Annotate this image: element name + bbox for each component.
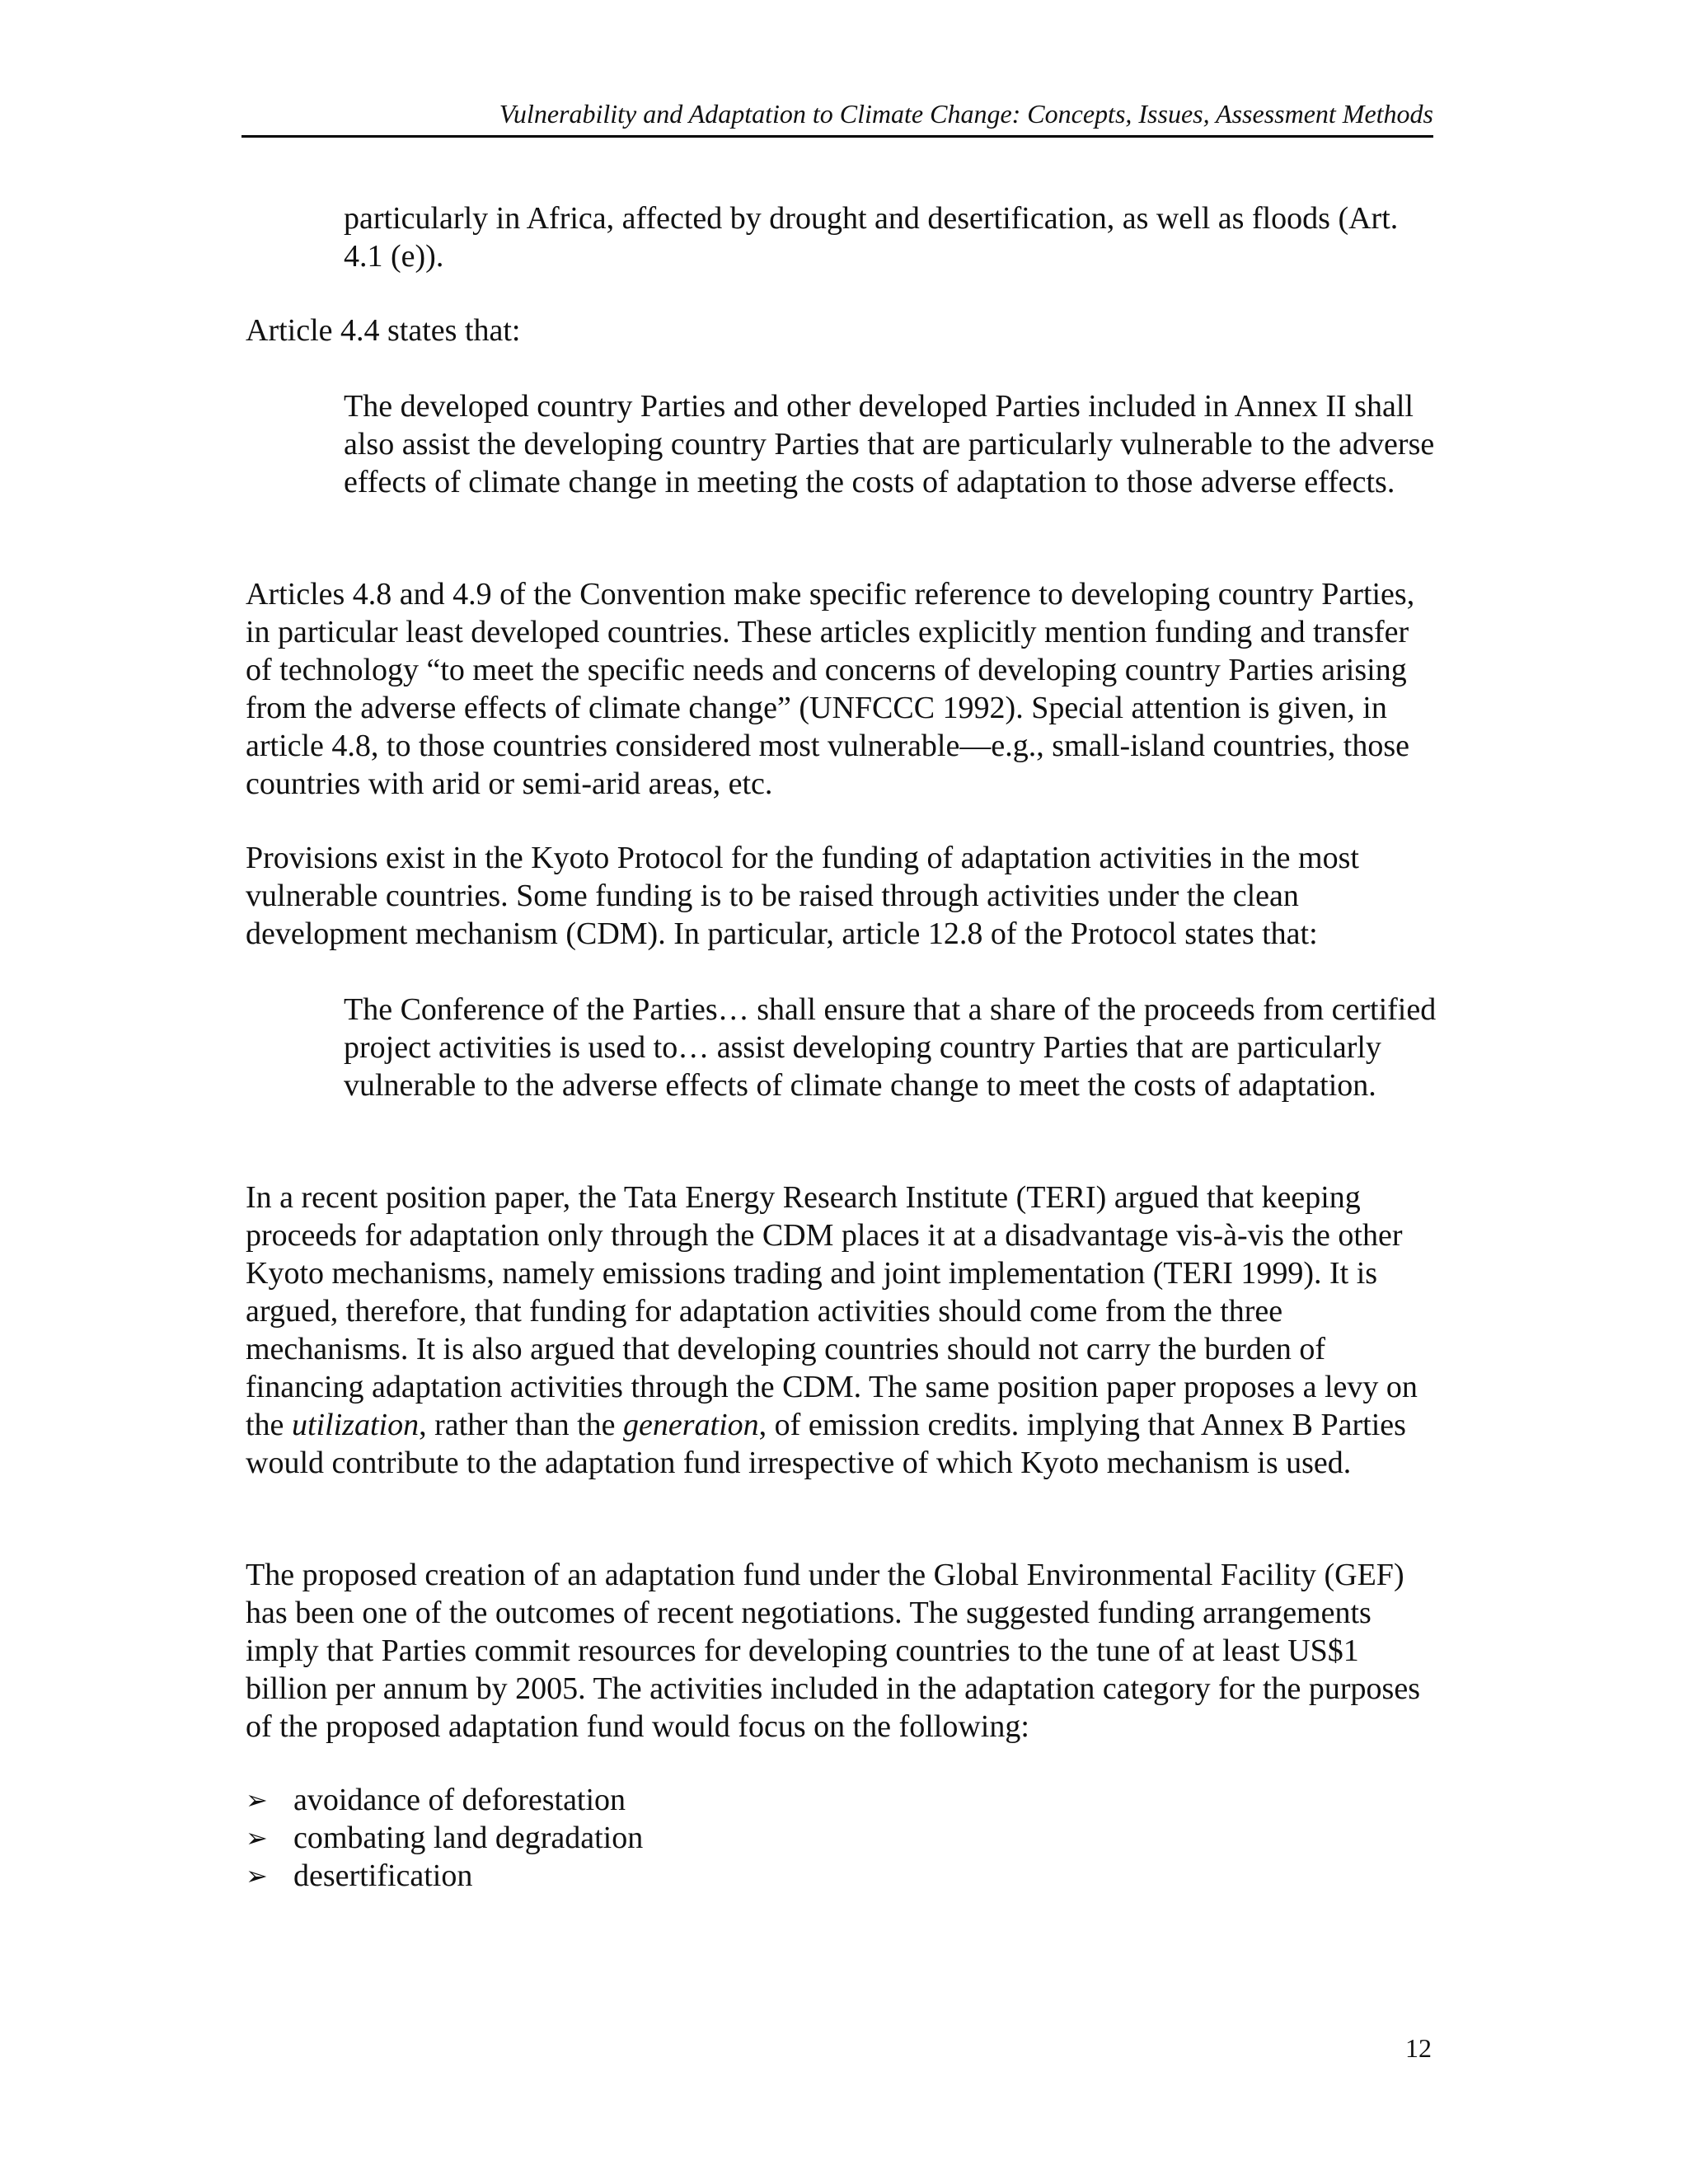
arrow-bullet-icon: ➢ (246, 1823, 268, 1853)
header-title: Vulnerability and Adaptation to Climate Change: Concepts, Issues, Assessment Methods (499, 99, 1433, 129)
paragraph-teri (246, 1179, 1441, 1482)
arrow-bullet-icon: ➢ (246, 1861, 268, 1891)
page-number: 12 (1405, 2033, 1432, 2063)
list-item (246, 1781, 643, 1819)
emphasis-utilization: utilization (291, 1408, 420, 1442)
list-item-text: avoidance of deforestation (293, 1783, 626, 1817)
list-item (246, 1819, 643, 1857)
paragraph-teri-text: , rather than the (419, 1408, 624, 1442)
paragraph-teri-text: , of emission credits. implying that Annex B Parties would contribute to the adaptation fund irrespective of which Kyoto mechanism is used. (246, 1408, 1406, 1480)
list-item (246, 1857, 643, 1895)
list-item-text: combating land degradation (293, 1821, 644, 1855)
quote-continuation: particularly in Africa, affected by drought and desertification, as well as floods (Art. 4.1 (e)). (344, 201, 1399, 274)
emphasis-generation: generation (623, 1408, 759, 1442)
arrow-bullet-icon: ➢ (246, 1785, 268, 1815)
running-header (241, 97, 1433, 138)
list-item-text: desertification (293, 1858, 473, 1893)
article-128-quote: The Conference of the Parties… shall ensure that a share of the proceeds from certified project activities is used to… assist developing country Parties that are particularly vulnerable to the adverse effects of climate change to meet the costs of adaptation. (344, 992, 1437, 1103)
paragraph-gef: The proposed creation of an adaptation fund under the Global Environmental Facility (GEF) has been one of the outcomes of recent negotiations. The suggested funding arrangements imply that Parties commit resources for developing countries to the tune of at least US$1 billion per annum by 2005. The activities included in the adaptation category for the purposes of the proposed adaptation fund would focus on the following: (246, 1558, 1420, 1744)
paragraph-kyoto: Provisions exist in the Kyoto Protocol for the funding of adaptation activities in the most vulnerable countries. Some funding is to be raised through activities under the clean development mechanism (CDM). In particular, article 12.8 of the Protocol states that: (246, 841, 1359, 951)
paragraph-teri-text: In a recent position paper, the Tata Energy Research Institute (TERI) argued that keeping proceeds for adaptation only through the CDM places it at a disadvantage vis-à-vis the other Kyoto mechanisms, namely emissions trading and joint implementation (TERI 1999). It is argued, therefore, that funding for adaptation activities should come from the three mechanisms. It is also argued that developing countries should not carry the burden of financing adaptation activities through the CDM. The same position paper proposes a levy on the (246, 1180, 1418, 1442)
article-44-intro: Article 4.4 states that: (246, 313, 521, 348)
article-44-quote: The developed country Parties and other developed Parties included in Annex II shall also assist the developing country Parties that are particularly vulnerable to the adverse effects of climate change in meeting the costs of adaptation to those adverse effects. (344, 389, 1435, 499)
activity-list (246, 1781, 643, 1895)
paragraph-articles: Articles 4.8 and 4.9 of the Convention make specific reference to developing country Parties, in particular least developed countries. These articles explicitly mention funding and transfer of technology “to meet the specific needs and concerns of developing country Parties arising from the adverse effects of climate change” (UNFCCC 1992). Special attention is given, in article 4.8, to those countries considered most vulnerable—e.g., small-island countries, those countries with arid or semi-arid areas, etc. (246, 577, 1415, 801)
